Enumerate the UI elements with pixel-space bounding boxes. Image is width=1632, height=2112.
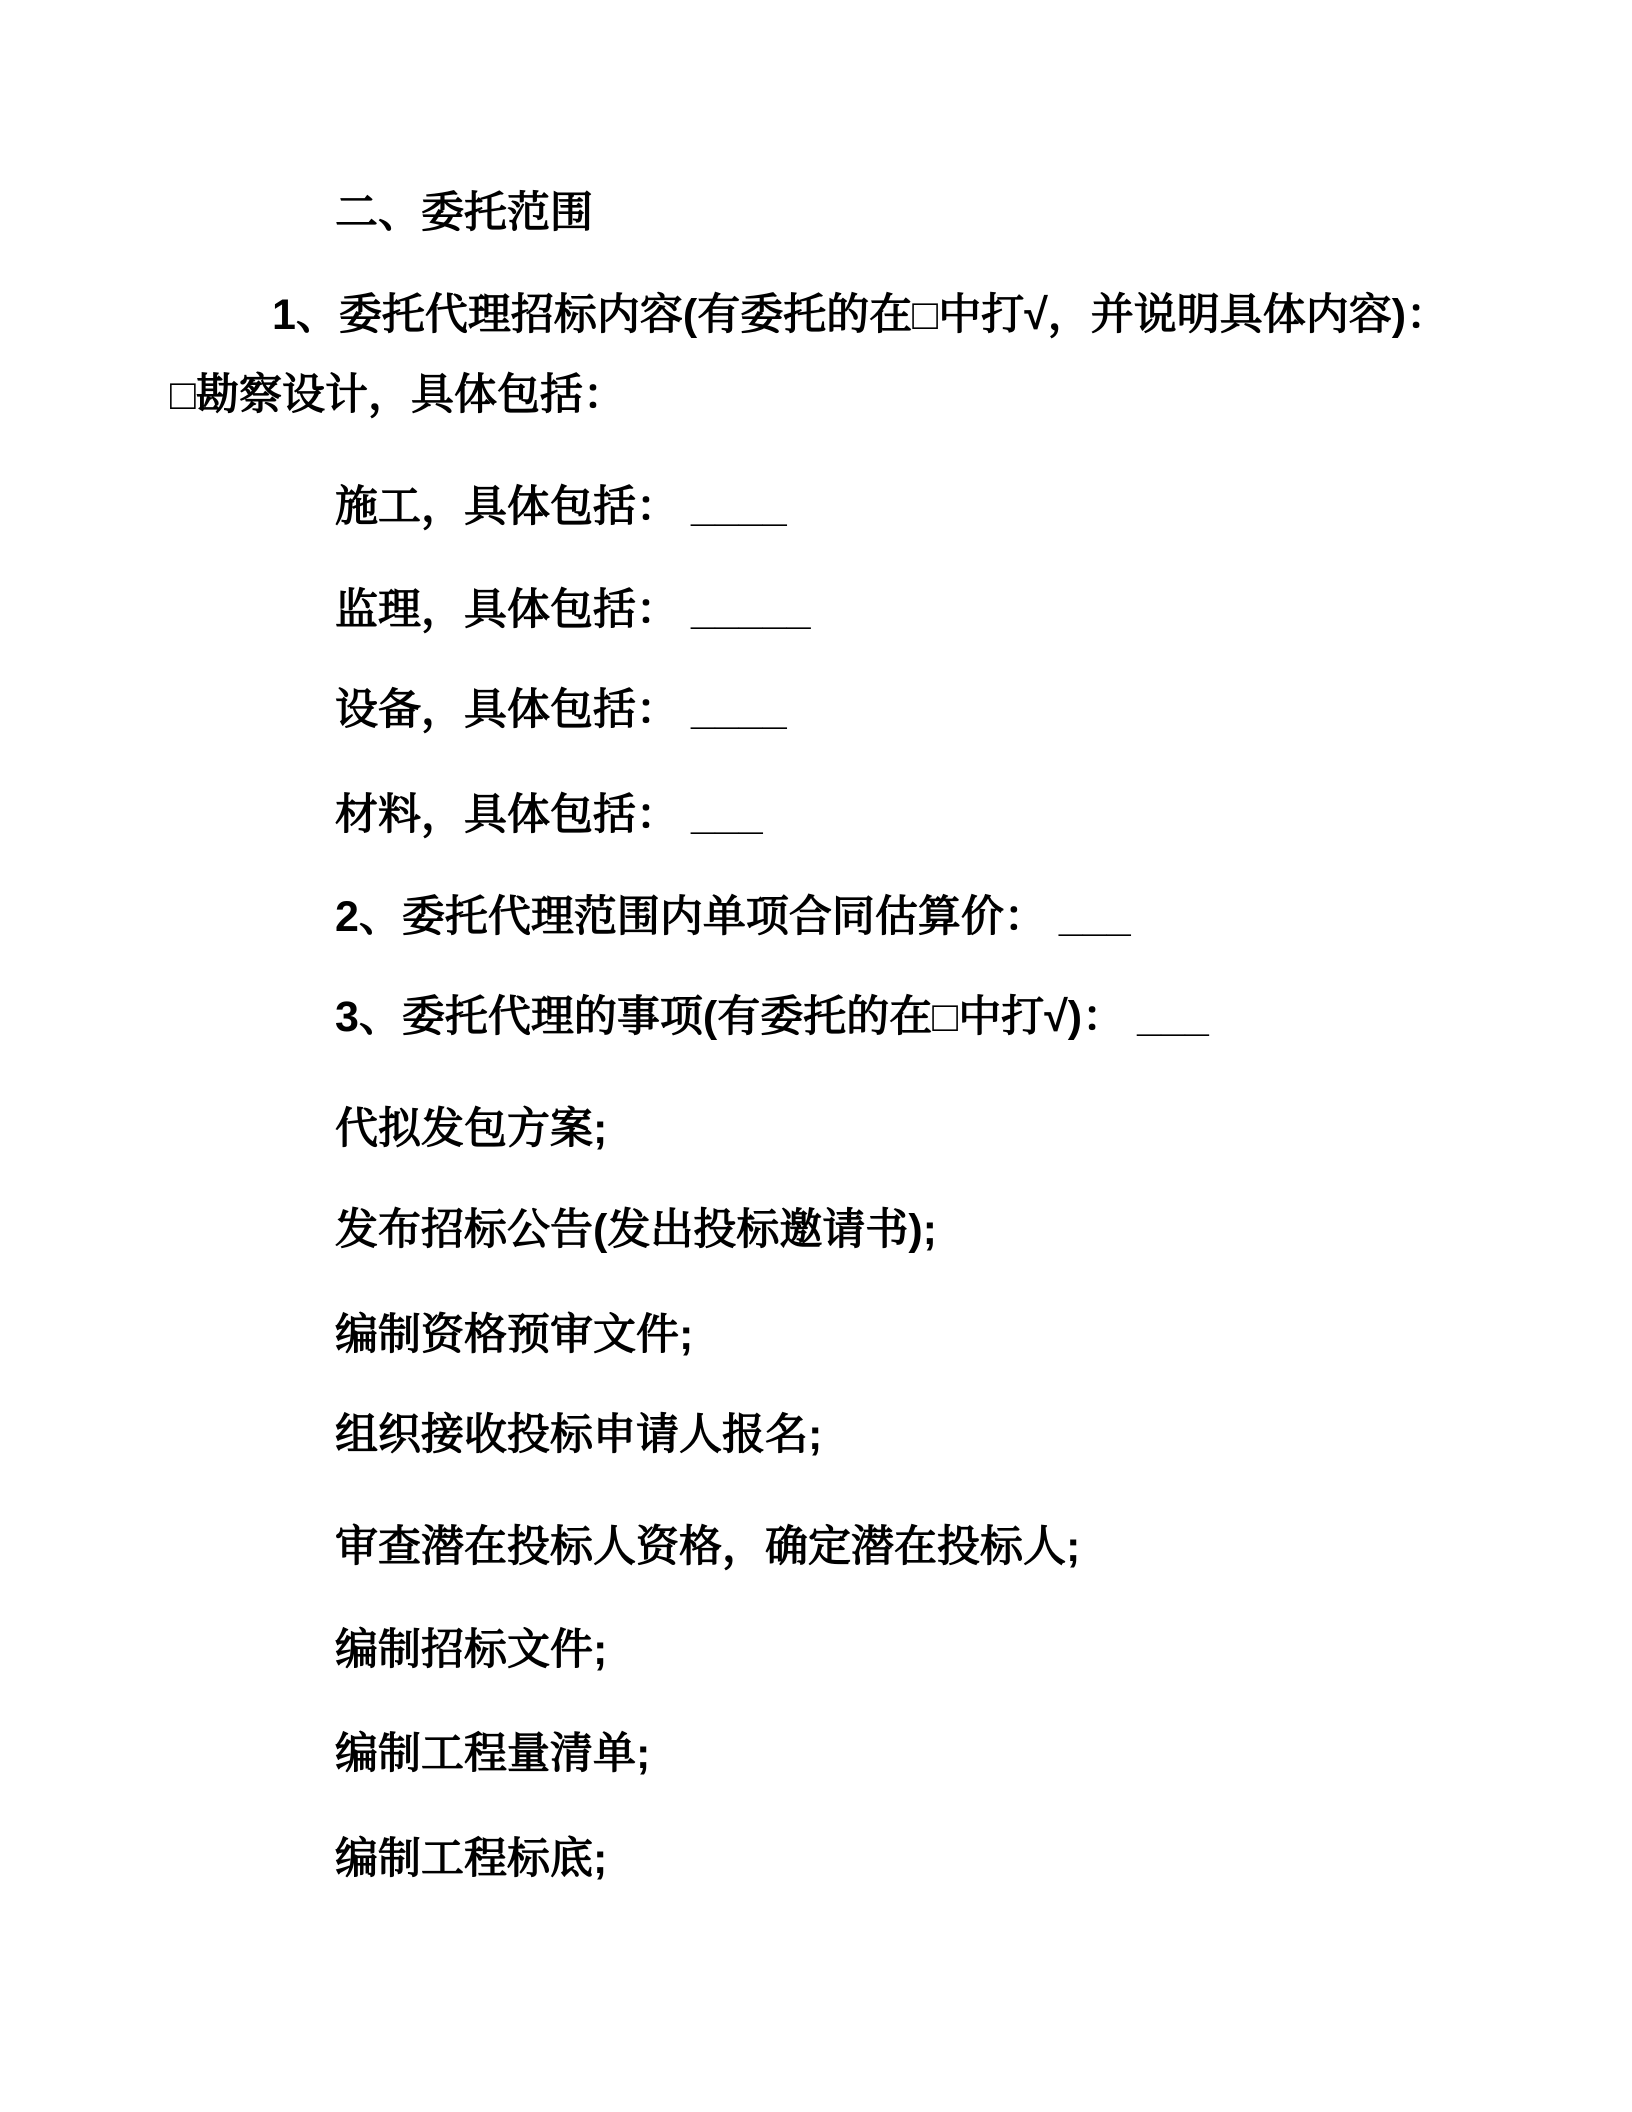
item-organize-registration: 组织接收投标申请人报名; xyxy=(335,1411,823,1459)
para-agency-matters-blank: 3、委托代理的事项(有委托的在□中打√)： ___ xyxy=(335,993,1209,1041)
item-prepare-base-price: 编制工程标底; xyxy=(335,1835,608,1883)
heading-entrust-scope: 二、委托范围 xyxy=(335,189,593,237)
item-draft-contracting-plan: 代拟发包方案; xyxy=(335,1105,608,1153)
option-survey-design: □勘察设计，具体包括： xyxy=(170,371,626,419)
item-publish-tender-notice: 发布招标公告(发出投标邀请书); xyxy=(335,1206,937,1254)
option-construction-blank: 施工，具体包括： ____ xyxy=(335,483,787,531)
option-supervision-blank: 监理，具体包括： _____ xyxy=(335,586,811,634)
item-prepare-tender-docs: 编制招标文件; xyxy=(335,1626,608,1674)
para-agency-bidding-content: 1、委托代理招标内容(有委托的在□中打√，并说明具体内容)： xyxy=(272,291,1450,339)
para-contract-estimate-blank: 2、委托代理范围内单项合同估算价： ___ xyxy=(335,893,1131,941)
item-review-bidder-quals: 审查潜在投标人资格，确定潜在投标人; xyxy=(335,1523,1081,1571)
item-prepare-boq: 编制工程量清单; xyxy=(335,1730,651,1778)
item-prequalification-docs: 编制资格预审文件; xyxy=(335,1311,694,1359)
option-equipment-blank: 设备，具体包括： ____ xyxy=(335,686,787,734)
option-materials-blank: 材料，具体包括： ___ xyxy=(335,791,763,839)
